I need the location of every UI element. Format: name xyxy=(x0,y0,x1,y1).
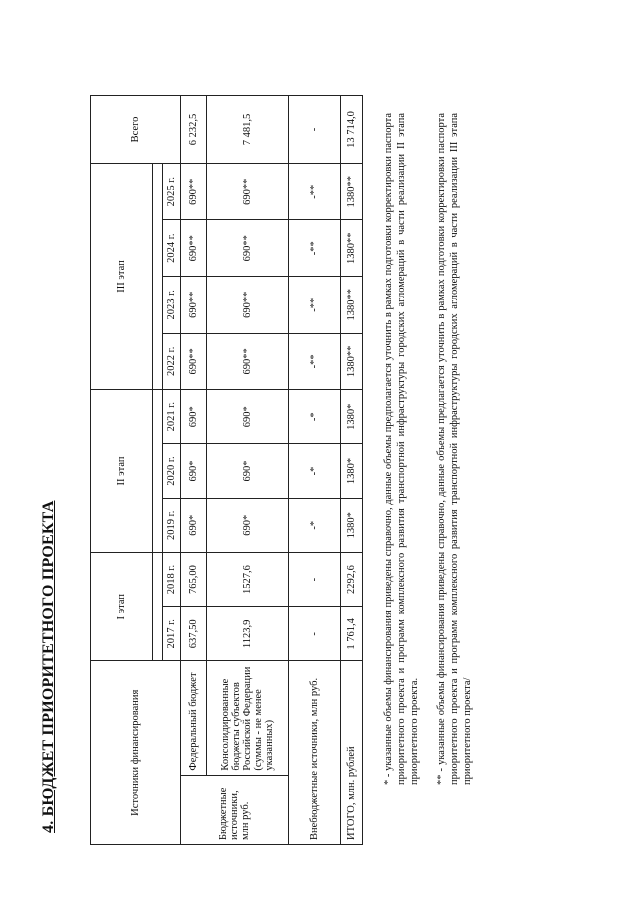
table-cell: 690* xyxy=(181,498,207,552)
table-row xyxy=(207,96,289,845)
table-cell: 1380* xyxy=(341,390,363,444)
table-cell: - xyxy=(289,607,341,661)
row-label: ИТОГО, млн. рублей xyxy=(341,661,363,845)
table-cell: 1 761,4 xyxy=(341,607,363,661)
table-cell: 690* xyxy=(207,444,289,498)
table-cell: 2292,6 xyxy=(341,552,363,606)
year-header: 2019 г. xyxy=(163,498,181,552)
footnote-stage3: ** - указанные объемы финансирования приведены справочно, данные объемы предлагается уточнить в рамках подготовки корректировки паспорта приоритетного проекта и программ комплексного развития транспортной инфраструктуры городских агломераций в части реализации III этапа приоритетного проекта/ xyxy=(436,113,473,785)
year-header: 2018 г. xyxy=(163,552,181,606)
table-cell: 637,50 xyxy=(181,607,207,661)
table-cell: 690* xyxy=(207,390,289,444)
table-row xyxy=(181,96,207,845)
row-label: Консолидированные бюджеты субъектов Российской Федерации (суммы - не менее указанных) xyxy=(207,661,289,775)
total-cell: - xyxy=(289,96,341,164)
table-cell: 1380* xyxy=(341,444,363,498)
table-cell: -** xyxy=(289,163,341,220)
year-header: 2022 г. xyxy=(163,333,181,390)
table-cell: -* xyxy=(289,498,341,552)
source-header: Источники финансирования xyxy=(91,661,181,845)
table-cell: 690** xyxy=(181,277,207,334)
total-cell: 13 714,0 xyxy=(341,96,363,164)
year-header: 2020 г. xyxy=(163,444,181,498)
table-cell: 690** xyxy=(207,333,289,390)
table-cell: -* xyxy=(289,444,341,498)
section-title: 4. БЮДЖЕТ ПРИОРИТЕТНОГО ПРОЕКТА xyxy=(40,500,57,833)
table-cell: -** xyxy=(289,220,341,277)
stage2-spacer xyxy=(153,390,163,553)
year-header: 2025 г. xyxy=(163,163,181,220)
footnotes xyxy=(382,113,488,813)
table-cell: - xyxy=(289,552,341,606)
table-cell: -** xyxy=(289,333,341,390)
table-cell: 1380* xyxy=(341,498,363,552)
table-cell: 765,00 xyxy=(181,552,207,606)
stage3-header: III этап xyxy=(91,163,153,389)
row-label: Федеральный бюджет xyxy=(181,661,207,775)
table-cell: 690* xyxy=(181,390,207,444)
total-cell: 6 232,5 xyxy=(181,96,207,164)
stage2-header: II этап xyxy=(91,390,153,553)
table-cell: 690* xyxy=(181,444,207,498)
table-cell: -** xyxy=(289,277,341,334)
year-header: 2021 г. xyxy=(163,390,181,444)
table-cell: 1123,9 xyxy=(207,607,289,661)
total-cell: 7 481,5 xyxy=(207,96,289,164)
stage3-spacer xyxy=(153,163,163,389)
stage1-spacer xyxy=(153,552,163,661)
table-row xyxy=(289,96,341,845)
footnote-stage2: * - указанные объемы финансирования приведены справочно, данные объемы предполагается уточнить в рамках подготовки корректировки паспорта приоритетного проекта и программ комплексного развития транспортной инфраструктуры городских агломераций в части реализации II этапа приоритетного проекта. xyxy=(383,113,420,785)
table-cell: 690** xyxy=(207,220,289,277)
table-cell: 690** xyxy=(181,220,207,277)
table-cell: 690* xyxy=(207,498,289,552)
total-header: Всего xyxy=(91,96,181,164)
table-cell: 1380** xyxy=(341,333,363,390)
table-row xyxy=(341,96,363,845)
budget-group-label: Бюджетные источники, млн руб. xyxy=(181,775,289,844)
table-cell: 690** xyxy=(207,277,289,334)
table-cell: 1527,6 xyxy=(207,552,289,606)
table-cell: 690** xyxy=(181,333,207,390)
table-cell: -* xyxy=(289,390,341,444)
year-header: 2023 г. xyxy=(163,277,181,334)
table-cell: 1380** xyxy=(341,220,363,277)
stage1-header: I этап xyxy=(91,552,153,661)
table-cell: 690** xyxy=(207,163,289,220)
year-header: 2024 г. xyxy=(163,220,181,277)
budget-table xyxy=(90,95,363,845)
row-label: Внебюджетные источники, млн руб. xyxy=(289,661,341,845)
table-cell: 690** xyxy=(181,163,207,220)
table-cell: 1380** xyxy=(341,277,363,334)
year-header: 2017 г. xyxy=(163,607,181,661)
table-cell: 1380** xyxy=(341,163,363,220)
